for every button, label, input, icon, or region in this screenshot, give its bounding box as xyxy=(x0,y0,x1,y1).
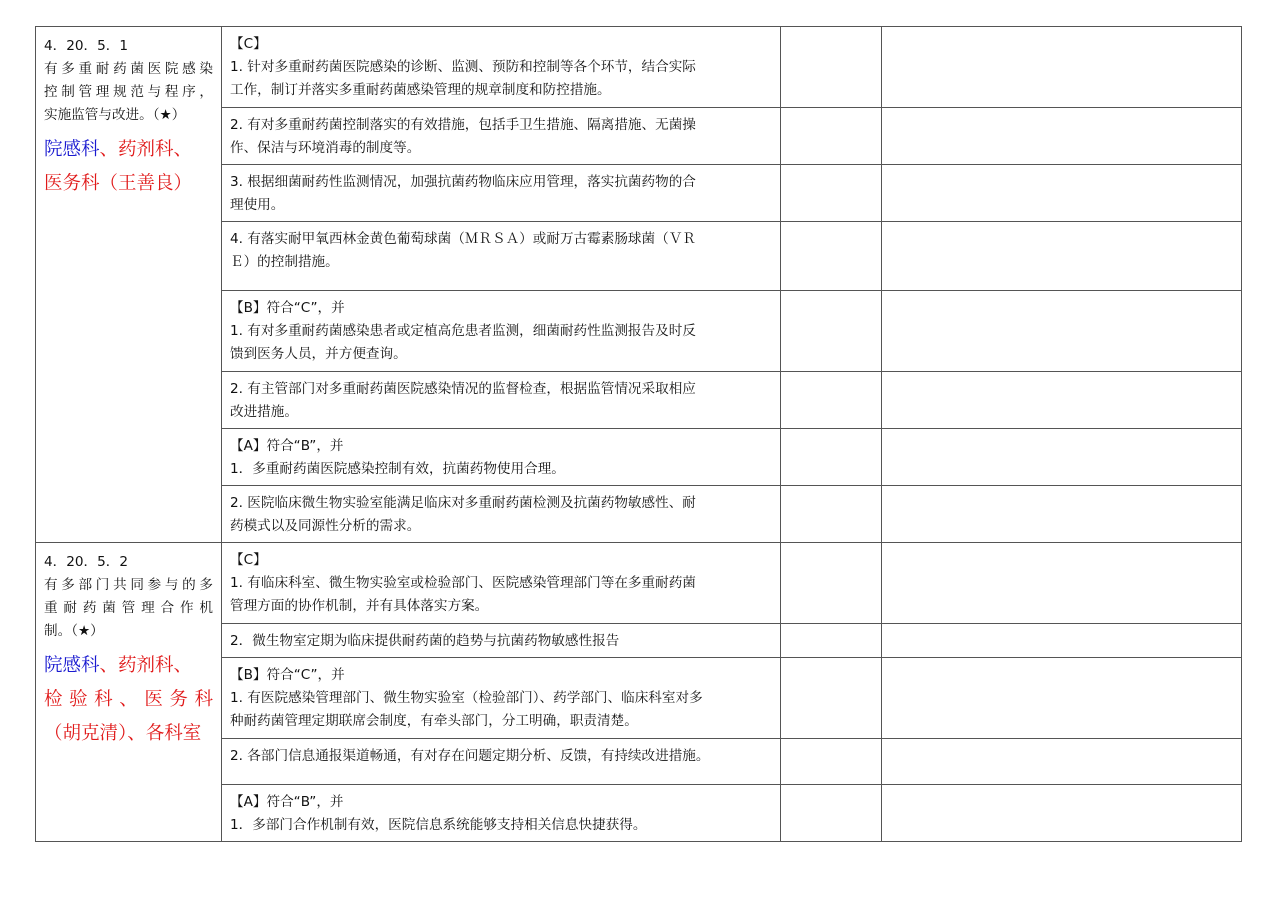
criteria-line: 【B】符合“C”，并 xyxy=(230,300,345,316)
item-title-line: 有多部门共同参与的多 xyxy=(44,577,213,593)
empty-cell xyxy=(882,222,1242,291)
criteria-line: 1. 有临床科室、微生物实验室或检验部门、医院感染管理部门等在多重耐药菌 xyxy=(230,575,696,591)
table-row xyxy=(36,27,1242,108)
empty-cell xyxy=(882,739,1242,785)
department-name: 、药剂科、 xyxy=(99,139,193,160)
criteria-line: 药模式以及同源性分析的需求。 xyxy=(230,518,421,534)
criteria-cell xyxy=(222,27,781,108)
criteria-line: 1．多重耐药菌医院感染控制有效，抗菌药物使用合理。 xyxy=(230,461,565,477)
department-name: （胡克清）、各科室 xyxy=(44,723,202,744)
empty-cell xyxy=(882,658,1242,739)
item-title-line: 4．20．5．2 xyxy=(44,554,129,570)
criteria-cell xyxy=(222,165,781,222)
standard-item-cell xyxy=(36,543,222,842)
criteria-line: 2. 医院临床微生物实验室能满足临床对多重耐药菌检测及抗菌药物敏感性、耐 xyxy=(230,495,696,511)
empty-cell xyxy=(781,222,882,291)
empty-cell xyxy=(882,486,1242,543)
criteria-line: 工作，制订并落实多重耐药菌感染管理的规章制度和防控措施。 xyxy=(230,82,611,98)
criteria-cell xyxy=(222,785,781,842)
empty-cell xyxy=(781,486,882,543)
item-title-line: 制。（★） xyxy=(44,623,104,639)
criteria-line: 3. 根据细菌耐药性监测情况，加强抗菌药物临床应用管理，落实抗菌药物的合 xyxy=(230,174,696,190)
empty-cell xyxy=(781,739,882,785)
empty-cell xyxy=(781,27,882,108)
criteria-line: 理使用。 xyxy=(230,197,285,213)
criteria-cell xyxy=(222,222,781,291)
department-line xyxy=(44,683,213,717)
criteria-line: 改进措施。 xyxy=(230,404,298,420)
standard-item-cell xyxy=(36,27,222,543)
empty-cell xyxy=(781,658,882,739)
table-row xyxy=(36,543,1242,624)
criteria-line: 2. 有主管部门对多重耐药菌医院感染情况的监督检查，根据监管情况采取相应 xyxy=(230,381,696,397)
item-title-line: 有多重耐药菌医院感染 xyxy=(44,61,213,77)
criteria-line: 【A】符合“B”，并 xyxy=(230,438,344,454)
item-title-line: 重耐药菌管理合作机 xyxy=(44,600,213,616)
criteria-cell xyxy=(222,624,781,658)
item-title-line: 控制管理规范与程序， xyxy=(44,84,213,100)
empty-cell xyxy=(781,543,882,624)
criteria-cell xyxy=(222,429,781,486)
department-line xyxy=(44,133,213,167)
empty-cell xyxy=(882,785,1242,842)
empty-cell xyxy=(882,165,1242,222)
criteria-line: 【A】符合“B”，并 xyxy=(230,794,344,810)
department-name: 院感科 xyxy=(44,139,100,160)
empty-cell xyxy=(781,624,882,658)
criteria-line: 管理方面的协作机制，并有具体落实方案。 xyxy=(230,598,489,614)
criteria-cell xyxy=(222,372,781,429)
criteria-line: 种耐药菌管理定期联席会制度，有牵头部门，分工明确，职责清楚。 xyxy=(230,713,638,729)
department-name: 、药剂科、 xyxy=(99,655,193,676)
empty-cell xyxy=(882,543,1242,624)
criteria-line: 【B】符合“C”，并 xyxy=(230,667,345,683)
criteria-line: 【C】 xyxy=(230,36,267,52)
empty-cell xyxy=(781,785,882,842)
empty-cell xyxy=(781,291,882,372)
criteria-cell xyxy=(222,658,781,739)
empty-cell xyxy=(882,624,1242,658)
department-line xyxy=(44,649,213,683)
criteria-line: 作、保洁与环境消毒的制度等。 xyxy=(230,140,421,156)
item-title-line: 实施监管与改进。（★） xyxy=(44,107,186,123)
department-name: 检验科、医务科 xyxy=(44,689,213,710)
criteria-line: 【C】 xyxy=(230,552,267,568)
criteria-line: 1．多部门合作机制有效，医院信息系统能够支持相关信息快捷获得。 xyxy=(230,817,647,833)
empty-cell xyxy=(882,108,1242,165)
criteria-line: 2. 各部门信息通报渠道畅通，有对存在问题定期分析、反馈，有持续改进措施。 xyxy=(230,748,710,764)
criteria-line: 1. 有对多重耐药菌感染患者或定植高危患者监测，细菌耐药性监测报告及时反 xyxy=(230,323,696,339)
criteria-cell xyxy=(222,739,781,785)
criteria-line: 1. 针对多重耐药菌医院感染的诊断、监测、预防和控制等各个环节，结合实际 xyxy=(230,59,696,75)
department-line xyxy=(44,167,213,201)
empty-cell xyxy=(781,108,882,165)
criteria-cell xyxy=(222,543,781,624)
criteria-cell xyxy=(222,108,781,165)
criteria-line: 4. 有落实耐甲氧西林金黄色葡萄球菌（ＭＲＳＡ）或耐万古霉素肠球菌（ＶＲ xyxy=(230,231,696,247)
criteria-cell xyxy=(222,486,781,543)
criteria-cell xyxy=(222,291,781,372)
criteria-line: 馈到医务人员，并方便查询。 xyxy=(230,346,407,362)
empty-cell xyxy=(882,27,1242,108)
empty-cell xyxy=(781,372,882,429)
department-name: 院感科 xyxy=(44,655,100,676)
empty-cell xyxy=(882,291,1242,372)
empty-cell xyxy=(882,429,1242,486)
criteria-line: 2．微生物室定期为临床提供耐药菌的趋势与抗菌药物敏感性报告 xyxy=(230,633,620,649)
criteria-line: 1. 有医院感染管理部门、微生物实验室（检验部门）、药学部门、临床科室对多 xyxy=(230,690,703,706)
criteria-line: Ｅ）的控制措施。 xyxy=(230,254,339,270)
responsible-departments xyxy=(44,133,213,201)
responsible-departments xyxy=(44,649,213,751)
empty-cell xyxy=(781,429,882,486)
criteria-line: 2. 有对多重耐药菌控制落实的有效措施，包括手卫生措施、隔离措施、无菌操 xyxy=(230,117,696,133)
standards-table xyxy=(35,26,1242,842)
department-name: 医务科（王善良） xyxy=(44,173,193,194)
item-title-line: 4．20．5．1 xyxy=(44,38,129,54)
empty-cell xyxy=(882,372,1242,429)
department-line xyxy=(44,717,213,751)
empty-cell xyxy=(781,165,882,222)
